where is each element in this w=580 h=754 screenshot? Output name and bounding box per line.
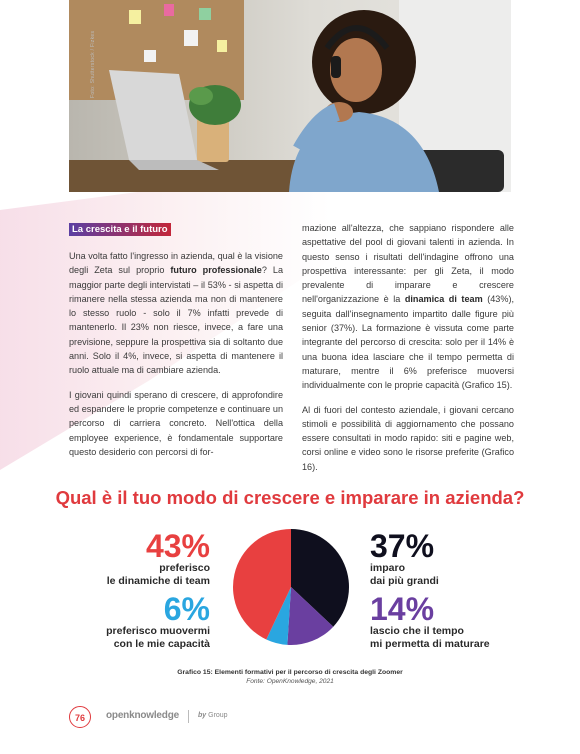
stat-label: le dinamiche di team — [106, 574, 210, 587]
group-prefix: by — [198, 712, 207, 719]
stat-seniors — [370, 530, 510, 587]
stat-value: 43% — [145, 528, 210, 564]
stat-value: 37% — [370, 528, 435, 564]
stat-label: mi permetta di maturare — [370, 637, 490, 650]
photo-credit: Foto: Shutterstock / Fizkes — [90, 30, 96, 98]
photo-illustration — [69, 0, 511, 192]
text-column-right — [302, 221, 514, 484]
pie-chart — [232, 528, 350, 646]
text-run: (43%), seguita dall'insegnamento impartito dalle figure più senior (37%). La formazione è vissuta come parte integrante del percorso di crescita: solo per il 14% è una buona idea lasciare che il tempo permetta di maturare, mentre il 6% preferisce muoversi individualmente con le proprie capacità (Grafico 15). — [302, 294, 515, 391]
stat-value: 14% — [370, 591, 435, 627]
stat-value: 6% — [163, 591, 210, 627]
stat-time — [370, 593, 520, 650]
footer-divider — [188, 710, 189, 723]
group-name: Group — [208, 712, 228, 719]
paragraph: I giovani quindi sperano di crescere, di approfondire ed espandere le proprie competenze e continuare un percorso di carriera concreto. Nell'ottica della employee experience, è fondamentale supportare questo desiderio con percorsi di for- — [69, 389, 283, 457]
stat-label: con le mie capacità — [113, 637, 210, 650]
emphasis: futuro professionale — [170, 265, 262, 276]
text-column-left — [69, 249, 283, 469]
chart-title: Qual è il tuo modo di crescere e imparare in azienda? — [55, 487, 525, 508]
stat-label: lascio che il tempo — [370, 625, 464, 637]
paragraph — [69, 249, 283, 378]
header-photo — [69, 0, 511, 192]
stat-label: preferisco — [159, 562, 210, 574]
page-number: 76 — [69, 706, 91, 728]
group-logo — [198, 712, 228, 719]
section-heading: La crescita e il futuro — [69, 223, 171, 236]
stat-label: dai più grandi — [370, 574, 439, 587]
chart-source: Fonte: OpenKnowledge, 2021 — [246, 678, 334, 685]
stat-individual — [90, 593, 210, 650]
text-run: Una volta fatto l'ingresso in azienda, qual è la visione degli Zeta sul proprio — [69, 251, 283, 276]
paragraph — [302, 221, 514, 393]
chart-caption: Grafico 15: Elementi formativi per il percorso di crescita degli Zoomer — [177, 669, 403, 676]
paragraph: Al di fuori del contesto aziendale, i giovani cercano stimoli e possibilità di aggiornamento che possano essere consultati in modo rapido: siti e pagine web, corsi online e video sono le risorse preferite (Grafico 16). — [302, 404, 514, 472]
text-run: ? La maggior parte degli intervistati – il 53% - si aspetta di rimanere nella stessa azienda ma non di mantenere lo stesso ruolo - solo il 7% infatti prevede di mantenerlo. Il 23% non riesce, invece, a fare una previsione, seppure la prospettiva sia di soltanto due anni. Solo il 4%, invece, si aspetta di mantenere il ruolo attuale ma di cambiare azienda. — [69, 265, 283, 376]
brand-logo: openknowledge — [106, 710, 179, 721]
stat-team — [100, 530, 210, 587]
text-run: mazione all'altezza, che sappiano rispondere alle aspettative del pool di giovani talenti in azienda. In questo senso i risultati dell'indagine offrono una prospettiva interessante: per gli Zeta, il modo prevalente di imparare e crescere nell'organizzazione è la — [302, 223, 514, 305]
stat-label: imparo — [370, 562, 406, 574]
stat-label: preferisco muovermi — [106, 625, 210, 637]
emphasis: dinamica di team — [404, 294, 483, 305]
